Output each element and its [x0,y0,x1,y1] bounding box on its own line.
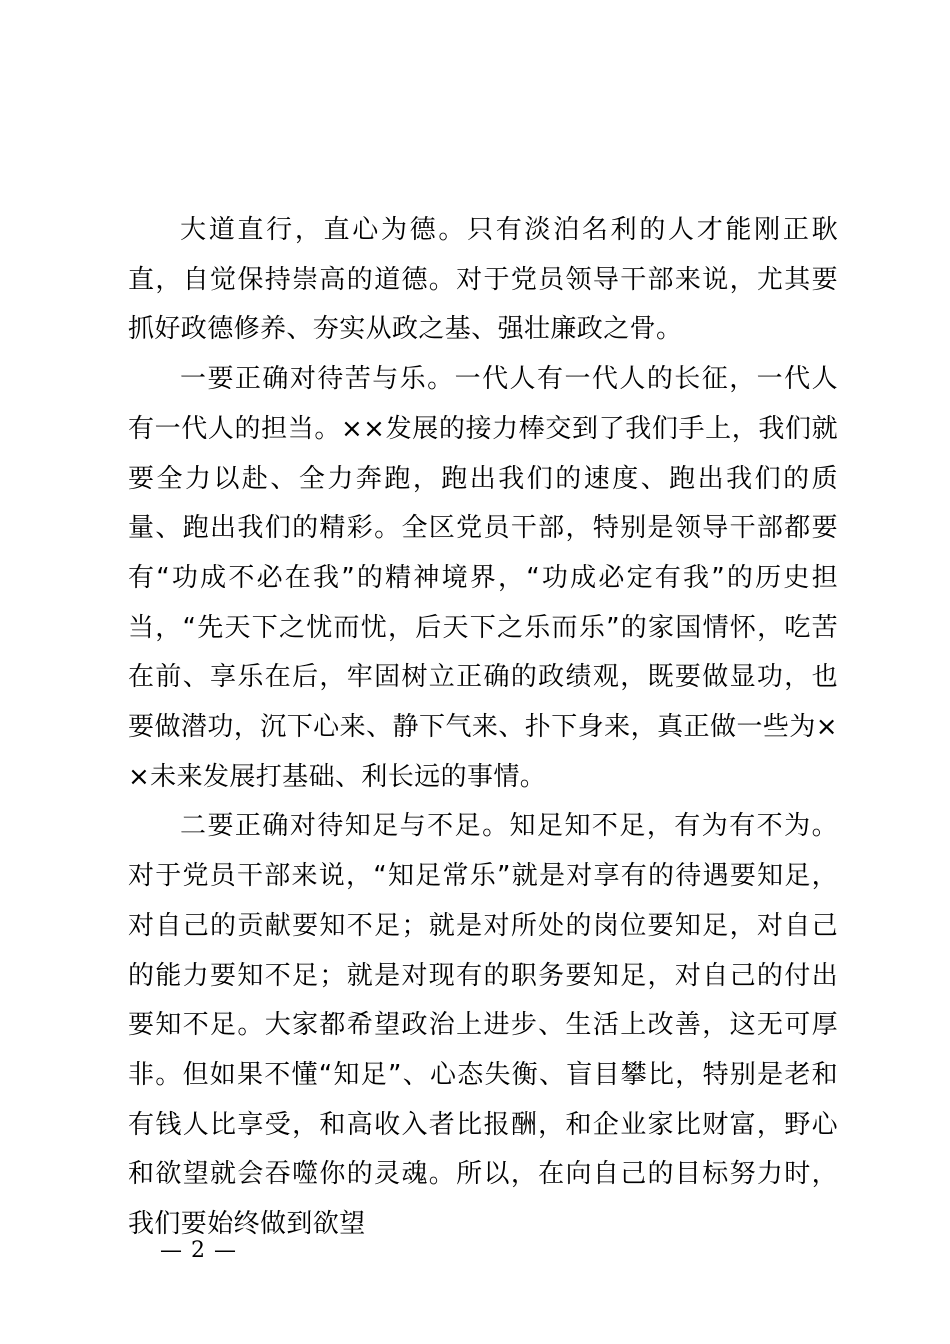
page-number: — 2 — [160,1238,237,1263]
paragraph-contentment: 二要正确对待知足与不足。知足知不足，有为有不为。对于党员干部来说，“知足常乐”就是对享有的待遇要知足，对自己的贡献要知不足；就是对所处的岗位要知足，对自己的能力要知不足；就是对现有的职务要知足，对自己的付出要知不足。大家都希望政治上进步、生活上改善，这无可厚非。但如果不懂“知足”、心态失衡、盲目攀比，特别是老和有钱人比享受，和高收入者比报酬，和企业家比财富，野心和欲望就会吞噬你的灵魂。所以，在向自己的目标努力时，我们要始终做到欲望 [128,811,838,1240]
paragraph-political-virtue: 大道直行，直心为德。只有淡泊名利的人才能刚正耿直，自觉保持崇高的道德。对于党员领导干部来说，尤其要抓好政德修养、夯实从政之基、强壮廉政之骨。 [128,215,838,345]
document-body [128,206,838,1250]
paragraph-hardship-and-joy: 一要正确对待苦与乐。一代人有一代人的长征，一代人有一代人的担当。××发展的接力棒交到了我们手上，我们就要全力以赴、全力奔跑，跑出我们的速度、跑出我们的质量、跑出我们的精彩。全区党员干部，特别是领导干部都要有“功成不必在我”的精神境界，“功成必定有我”的历史担当，“先天下之忧而忧，后天下之乐而乐”的家国情怀，吃苦在前、享乐在后，牢固树立正确的政绩观，既要做显功，也要做潜功，沉下心来、静下气来、扑下身来，真正做一些为××未来发展打基础、利长远的事情。 [128,364,838,792]
